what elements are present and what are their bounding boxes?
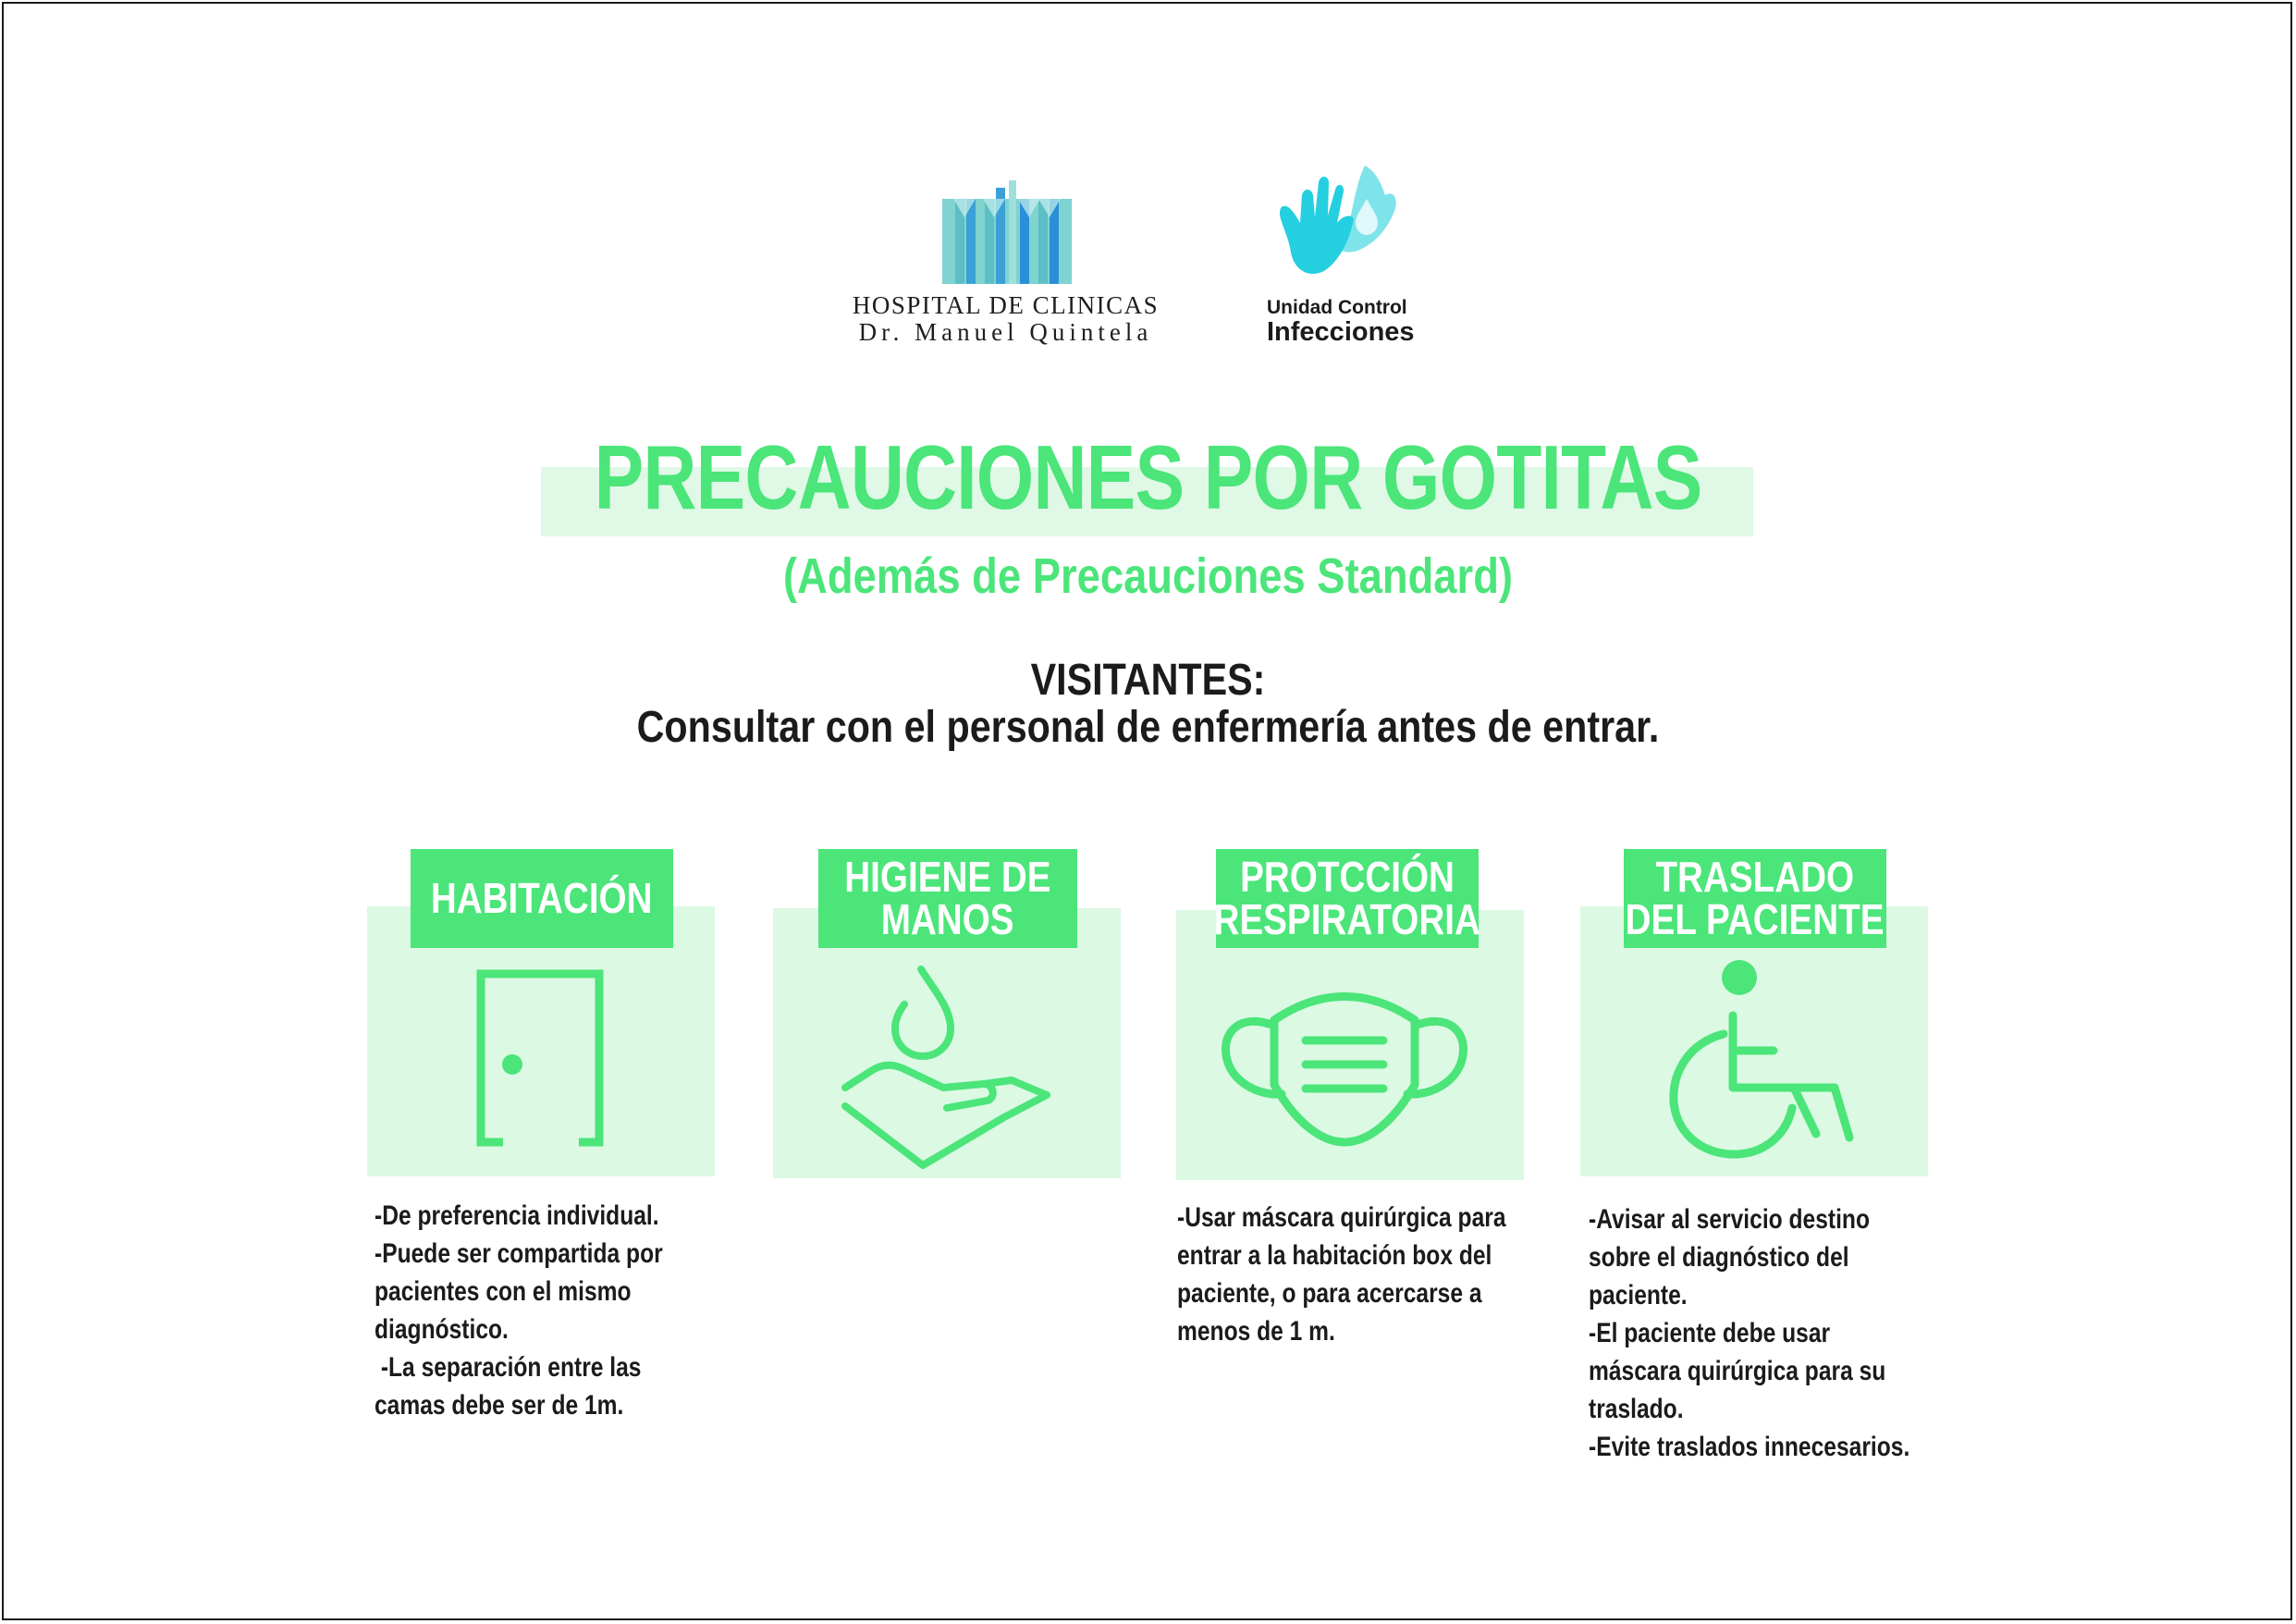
card-transfer-header xyxy=(1624,849,1886,948)
card-mask-line: -Usar máscara quirúrgica para xyxy=(1177,1202,1506,1233)
visitors-text: Consultar con el personal de enfermería antes de entrar. xyxy=(636,703,1660,752)
hospital-logo xyxy=(828,180,1184,347)
card-transfer-line: traslado. xyxy=(1589,1394,1684,1424)
card-room-line: -Puede ser compartida por xyxy=(374,1238,663,1269)
card-transfer-title-line1: TRASLADO xyxy=(1655,853,1855,902)
card-transfer-line: máscara quirúrgica para su xyxy=(1589,1356,1886,1386)
uci-name-line2: Infecciones xyxy=(1267,317,1415,347)
card-room-title: HABITACIÓN xyxy=(431,873,653,922)
card-mask-title-line1: PROTCCIÓN xyxy=(1240,853,1455,902)
card-room-line: -La separación entre las xyxy=(374,1352,642,1383)
uci-logo xyxy=(1258,162,1433,347)
wheelchair-icon xyxy=(1664,958,1859,1163)
card-transfer-line: -Evite traslados innecesarios. xyxy=(1589,1432,1910,1462)
card-hands-title-line2: MANOS xyxy=(881,894,1014,943)
hand-wash-icon xyxy=(840,962,1054,1175)
card-mask-header xyxy=(1213,849,1481,948)
card-transfer-title-line2: DEL PACIENTE xyxy=(1626,894,1885,943)
hospital-subtitle: Dr. Manuel Quintela xyxy=(858,318,1153,346)
card-room-line: pacientes con el mismo xyxy=(374,1276,632,1307)
door-icon xyxy=(470,966,608,1151)
card-transfer-line: -El paciente debe usar xyxy=(1589,1318,1831,1348)
uci-name-line1: Unidad Control xyxy=(1267,297,1407,318)
card-room-description xyxy=(374,1197,663,1424)
card-transfer-description xyxy=(1589,1200,1909,1466)
card-mask-line: entrar a la habitación box del xyxy=(1177,1240,1492,1271)
card-mask-description xyxy=(1177,1199,1506,1350)
card-transfer-line: sobre el diagnóstico del xyxy=(1589,1242,1849,1273)
card-room-line: camas debe ser de 1m. xyxy=(374,1390,624,1421)
card-mask-line: paciente, o para acercarse a xyxy=(1177,1278,1482,1309)
page-title: PRECAUCIONES POR GOTITAS xyxy=(594,426,1702,528)
card-room-header xyxy=(411,849,673,948)
hands-drop-icon xyxy=(1276,162,1401,296)
card-mask-line: menos de 1 m. xyxy=(1177,1316,1335,1347)
visitors-label: VISITANTES: xyxy=(1030,656,1266,705)
card-hands-title-line1: HIGIENE DE xyxy=(844,853,1051,902)
card-room-line: diagnóstico. xyxy=(374,1314,509,1345)
card-room-line: -De preferencia individual. xyxy=(374,1200,659,1231)
face-mask-icon xyxy=(1219,985,1470,1148)
page-subtitle: (Además de Precauciones Standard) xyxy=(782,548,1514,604)
hospital-name: HOSPITAL DE CLINICAS xyxy=(852,291,1160,319)
card-transfer-line: -Avisar al servicio destino xyxy=(1589,1204,1870,1235)
card-transfer-line: paciente. xyxy=(1589,1280,1688,1310)
card-hands-header xyxy=(818,849,1077,948)
card-mask-title-line2: RESPIRATORIA xyxy=(1213,894,1481,943)
hospital-building-icon xyxy=(942,180,1072,284)
